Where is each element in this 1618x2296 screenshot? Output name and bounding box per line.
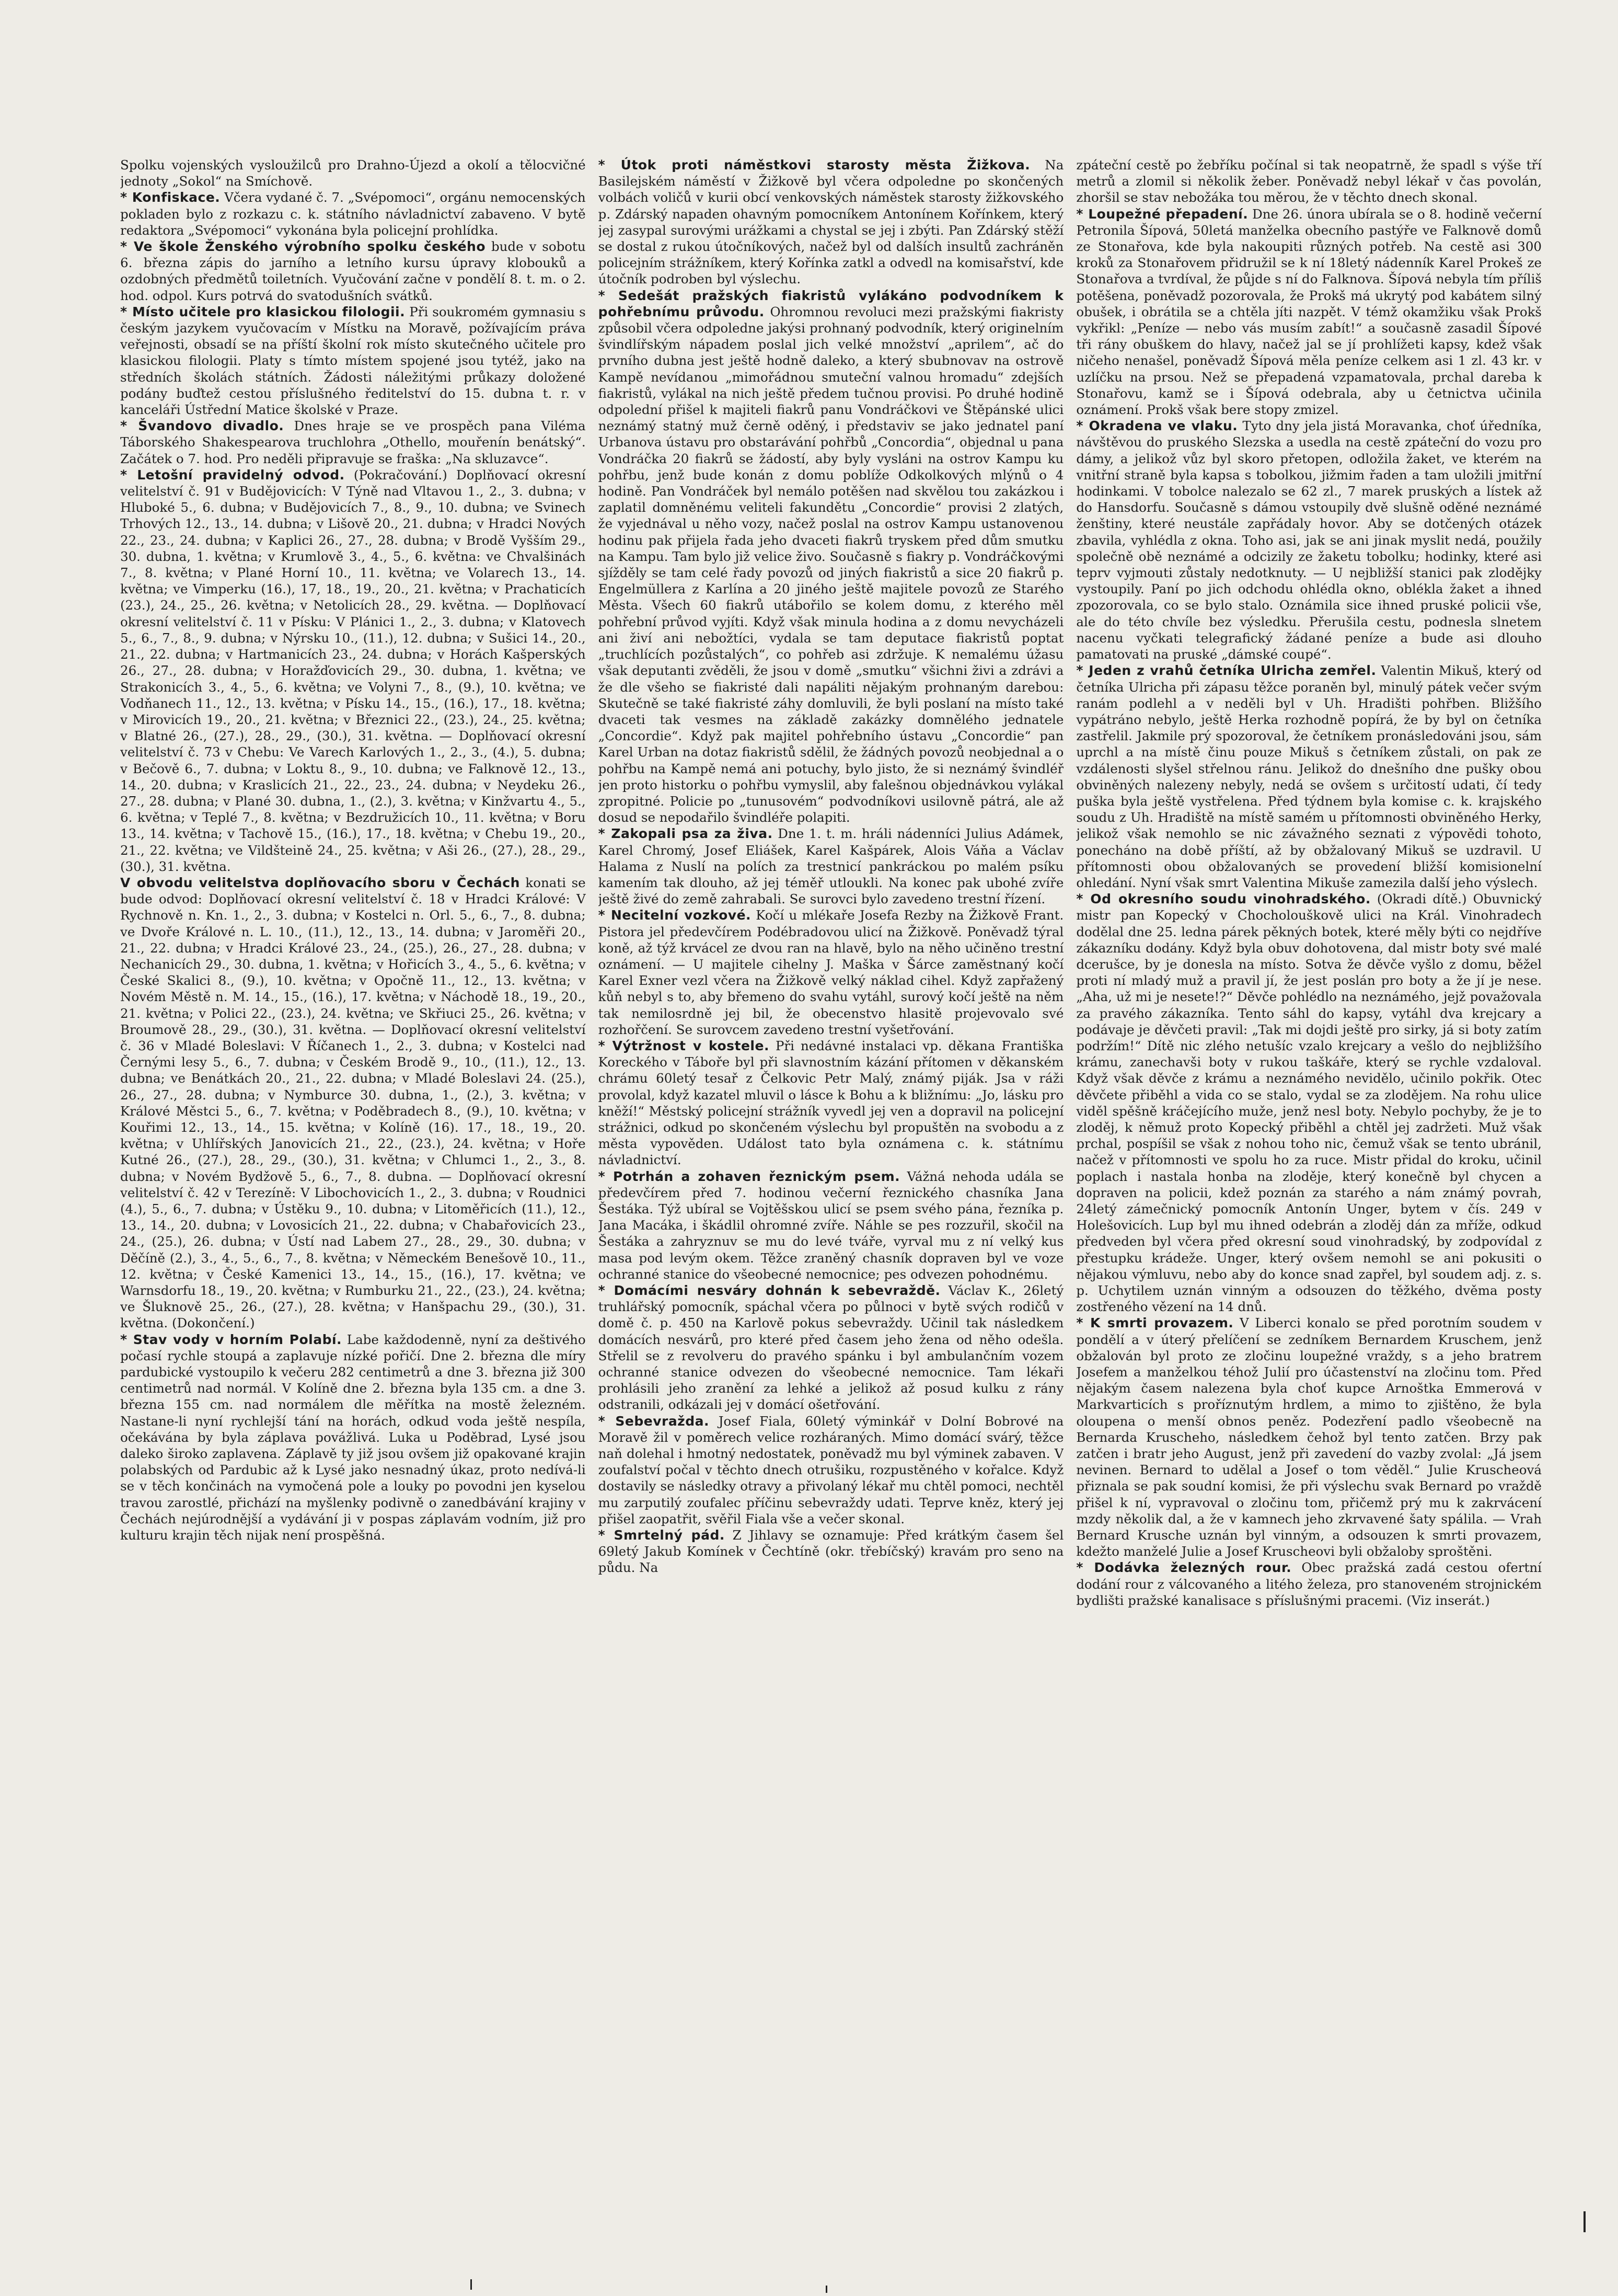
article-body: Josef Fiala, 60letý výminkář v Dolní Bobrové na Moravě žil v poměrech velice rozháraných. Mimo domácí svárý, těžce naň dolehal i hmotný nedostatek, poněvadž mu byl výminek zabaven. V zoufalství počal v těchto dnech otrušiku, rozpustěného v kořalce. Když dostavily se následky otravy a přivolaný lékař mu chtěl pomoci, nechtěl mu zarputilý zoufalec příčinu sebevraždy udati. Teprve kněz, který jej přišel zaopatřit, svěřil Fiala vše a večer skonal. — [598, 1413, 1064, 1526]
edge-mark-bottom-mid — [826, 2286, 827, 2293]
article-headline: V obvodu velitelstva — [120, 875, 280, 890]
article-headline: * Smrtelný pád. — [598, 1528, 725, 1543]
edge-mark-right — [1584, 2211, 1586, 2232]
article-headline: * Jeden z vrahů četníka Ulricha zemřel. — [1076, 663, 1377, 679]
article-body: Kočí u mlékaře Josefa Rezby na Žižkově Frant. Pistora jel předevčírem Podébradovou ulicí na Žižkově. Poněvadž týral koně, až týž krvácel ze dvou ran na hlavě, bylo na něho učiněno trestní oznámení. — U majitele cihelny J. Maška v Šárce zaměstnaný kočí Karel Exner vezl včera na Žižkově velký náklad cihel. Když zapřažený kůň nebyl s to, aby břemeno do svahu vytáhl, surový kočí ještě na něm tak nemilosrdně jej bil, že obecenstvo hlasitě projevovalo své rozhořčení. Se surovcem zavedeno trestní vyšetřování. — [598, 908, 1064, 1037]
article-body: Valentin Mikuš, který od četníka Ulricha při zápasu těžce poraněn byl, minulý pátek večer svým ranám podlehl a v neděli byl v Uh. Hradišti pohřben. Bližšího vypátráno nebylo, ještě Herka rozhodně popírá, že by byl on četníka zastřelil. Jakmile prý spozoroval, že četníkem pronásledováni jsou, sám uprchl a na místě činu pouze Mikuš s četníkem zůstali, on pak ze vzdálenosti slyšel střelnou ránu. Jelikož do dnešního dne pušky obou obviněných nalezeny nebyly, nedá se ovšem s určitostí udati, čí tedy puška byla ještě vystřelena. Před týdnem byla komise c. k. krajského soudu z Uh. Hradiště na místě samém u přítomnosti obviněného Herky, jelikož však nemohlo se nic závažného seznati z výpovědi tohoto, ponecháno na době příští, až by obžalovaný Mikuš se uzdravil. U přítomnosti obou obžalovaných se provedení bližší komisionelní ohledání. Nyní však smrt Valentina Mikuše zamezila další jeho výslech. — [1076, 663, 1542, 890]
article-paragraph — [1076, 662, 1542, 891]
article-headline: * Letošní pravidelný odvod. — [120, 467, 345, 483]
article-paragraph — [120, 418, 586, 467]
article-body: Ohromnou revoluci mezi pražskými fiakristy způsobil včera odpoledne jakýsi prohnaný podvodník, který originelním švindlířským nápadem poslal jich velké množství „aprilem“, ač do prvního dubna jest ještě hodně daleko, a který sbubnovav na ostrově Kampě nevídanou „mimořádnou smuteční valnou hromadu“ zdejších fiakristů, vylákal na nich ještě předem tučnou provisi. Po druhé hodině odpolední přišel k majiteli fiakrů panu Vondráčkovi ve Štěpánské ulici neznámý statný muž černě oděný, i představiv se jako jednatel paní Urbanova ústavu pro obstarávání pohřbů „Concordia“, objednal u pana Vondráčka 20 fiakrů se žádostí, aby byly vysláni na ostrov Kampu ku pohřbu, jenž bude konán z domu poblíže Odkolkových mlýnů o 4 hodině. Pan Vondráček byl nemálo potěšen nad skvělou tou zakázkou i zaplatil domněnému veliteli fakundětu „Concordie“ provisi 2 zlatých, že vyjednával u něho vozy, načež poslal na ostrov Kampu ustanovenou hodinu pak přijela řada jeho dvaceti fiakrů tryskem před dům smutku na Kampu. Tam bylo již velice živo. Současně s fiakry p. Vondráčkovými sjížděly se tam celé řady povozů od jiných fiakristů a sice 20 fiakrů p. Engelmüllera z Karlína a 20 jiného ještě majitele povozů ze Starého Města. Všech 60 fiakrů utábořilo se kolem domu, z kterého měl pohřební průvod vyjíti. Když však minula hodina a z domu nevycházeli ani živí ani nebožtíci, vydala se tam deputace fiakristů poptat „truchlících pozůstalých“, co pohřeb asi zdržuje. K nemalému úžasu však deputanti zvěděli, že jsou v domě „smutku“ všichni živi a zdrávi a že dle všeho se fiakristé dali napáliti nějakým prohnaným darebou: Skutečně se také fiakristé záhy domluvili, že byli poslaní na místo také dvaceti tak vesmes na základě zakázky domnělého jednatele „Concordie“. Když pak majitel pohřebního ústavu „Concordie“ pan Karel Urban na dotaz fiakristů sdělil, že žádných povozů neobjednal a o pohřbu na Kampě nemá ani potuchy, bylo jisto, že si neznámý švindléř jen proto historku o pohřbu vymyslil, aby falešnou objednávkou vylákal zpropitné. Policie po „tunusovém“ podvodníkovi usilovně pátrá, ale až dosud se nepodařilo švindléře polapiti. — [598, 304, 1064, 825]
article-headline: * Místo učitele pro klasickou filologii. — [120, 304, 406, 319]
article-body: Vážná nehoda udála se předevčírem před 7. hodinou večerní řeznického chasníka Jana Šestáka. Týž ubíral se Vojtěšskou ulicí se psem svého pána, řezníka p. Jana Macáka, i škádlil ohromné zvíře. Náhle se pes rozzuřil, skočil na Šestáka a zahryznuv se mu do levé tváře, vyrval mu z ní velký kus masa pod levým okem. Těžce zraněný chasník dopraven byl ve voze ochranné stanice do všeobecné nemocnice; pes odvezen pohodnému. — [598, 1168, 1064, 1282]
article-body: Při nedávné instalaci vp. děkana Františka Koreckého v Táboře byl při slavnostním kázání přítomen v děkanském chrámu 60letý tesař z Čelkovic Petr Malý, známý piják. Jsa v ráži provolal, když kazatel mluvil o lásce k Bohu a k bližnímu: „Jo, lásku pro kněží!“ Městský policejní strážník vyvedl jej ven a dopravil na policejní strážnici, odkud po skončeném výslechu byl propuštěn na svobodu a z města vypověden. Událost tato byla oznámena c. k. státnímu návladnictví. — [598, 1038, 1064, 1168]
article-paragraph — [1076, 157, 1542, 206]
article-paragraph — [1076, 891, 1542, 1315]
article-headline: * Stav vody v horním Polabí. — [120, 1331, 342, 1347]
article-body: Labe každodenně, nyní za deštivého počasí rychle stoupá a zaplavuje nízké pořičí. Dne 2. března dle míry pardubické vystoupilo k večeru 282 centimetrů a dne 3. března již 300 centimetrů nad normál. V Kolíně dne 2. března byla 135 cm. a dne 3. března 155 cm. nad normálem dle měřítka na mostě železném. Nastane-li nyní rychlejší tání na horách, odkud voda ještě nespíla, očekávána by byla záplava povážlivá. Luka u Poděbrad, Lysé jsou daleko široko zaplavena. Záplavě ty již jsou ovšem již opakované krajin polabských od Pardubic až k Lysé jako nesnadný úkaz, proto nedívá-li se v těch končinách na vymočená pole a louky po povodni jen kyselou travou zarostlé, přichází na myšlenky podivně o zanedbávání krajiny v Čechách nejúrodnější a vydávání ji v pospas záplavám vodním, již pro kulturu krajin těch nijak není prospěšná. — [120, 1331, 586, 1543]
article-paragraph — [598, 907, 1064, 1038]
article-body: Václav K., 26letý truhlářský pomocník, spáchal včera po půlnoci v bytě svých rodičů v domě č. p. 450 na Karlově pokus sebevraždy. Učinil tak následkem domácích nesvárů, pro které před časem jeho žena od něho odešla. Střelil se z revolveru do pravého spánku i byl ambulančním vozem ochranné stanice odvezen do všeobecné nemocnice. Tam lékaři prohlásili jeho zranění za lehké a jelikož až posud kulku z rány odstranili, odkázali jej v domácí ošetřování. — [598, 1283, 1064, 1413]
article-body: (Okradi dítě.) Obuvnický mistr pan Kopecký v Chocholouškově ulici na Král. Vinohradech dodělal dne 25. ledna párek pěkných botek, které měly býti co nejdříve zákazníku dodány. Když byla obuv dohotovena, dal mistr boty své malé dcerušce, by je donesla na místo. Sotva že děvče vyšlo z domu, běžel proti ní mladý muž a pravil jí, že jest poslán pro boty a že jí je nese. „Aha, už mi je nesete!?“ Děvče pohlédlo na neznámého, jejž považovala za pravého zákazníka. Tento sáhl do kapsy, vytáhl dva krejcary a podávaje je děvčeti pravil: „Tak mi dojdi ještě pro sirky, já si boty zatím podržím!“ Dítě nic zlého netušíc vzalo krejcary a vešlo do nejbližšího krámu, zanechavši boty v rukou taškáře, který se rychle vzdaloval. Když však děvče z krámu a neznámého nevidělo, učinilo pokřik. Otec děvčete přiběhl a vida co se stalo, vydal se za zlodějem. Na rohu ulice viděl spěšně kráčejícího muže, jenž nesl boty. Nebylo pochyby, že je to zloděj, k němuž proto Kopecký přiběhl a chtěl jej zadržeti. Muž však prchal, pospíšil se však z nohou toho nic, čemuž však se tento ubránil, načež v přítomnosti ve spolu ho za ruce. Mistr přidal do kroku, učinil poplach i nastala honba na zloděje, který konečně byl chycen a dopraven na policii, kdež poznán za starého a nám známý povrah, 24letý zámečnický pomocník Antonín Unger, bytem v čís. 249 v Holešovicích. Lup byl mu ihned odebrán a zloděj dán za mříže, odkud předveden byl včera před okresní soud vinohradský, by zodpovídal z přestupku krádeže. Unger, který ovšem nemohl se ani pokusiti o nějakou výmluvu, nebo aby do konce snad zapřel, byl soudem adj. z. s. p. Uchytilem uznán vinným a odsouzen do těžkého, dvěma posty zostřeného vězení na 14 dnů. — [1076, 891, 1542, 1315]
article-headline: * Konfiskace. — [120, 190, 221, 205]
article-paragraph — [120, 875, 586, 1331]
article-body: Dne 26. února ubírala se o 8. hodině večerní Petronila Šípová, 50letá manželka obecního pastýře ve Falknově domů ze Stonařova, kde byla nakoupiti různých potřeb. Na cestě asi 300 kroků za Stonařovem přidružil se k ní 18letý nádenník Karel Prokeš ze Stonařova a tvrdíval, že půjde s ní do Falknova. Šípová nebyla tím příliš potěšena, poněvadž pozorovala, že Prokš má ukrytý pod kabátem silný obušek, i obrátila se a chtěla jíti nazpět. V témž okamžiku však Prokš vykřikl: „Peníze — nebo vás musím zabít!“ a současně zasadil Šípové tři rány obuškem do hlavy, načež jal se jí prohlížeti kapsy, kdež však ničeho nenašel, poněvadž Šípová měla peníze celkem asi 1 zl. 43 kr. v uzlíčku na prsou. Než se přepadená vzpamatovala, prchal dareba k Stonařovu, kamž se i Šípová odebrala, aby u četnictva učinila oznámení. Prokš však bere stopy zmizel. — [1076, 206, 1542, 418]
article-paragraph — [120, 1331, 586, 1544]
article-paragraph — [1076, 418, 1542, 662]
article-paragraph — [120, 189, 586, 238]
column-middle — [598, 157, 1064, 2185]
article-body: Obec pražská zadá cestou ofertní dodání rour z válcovaného a litého železa, pro stanoveném strojnickém bydlišti pražské kanalisace s příslušnými pracemi. (Viz inserát.) — [1076, 1560, 1542, 1608]
article-paragraph — [598, 157, 1064, 288]
article-headline: * Švandovo divadlo. — [120, 418, 284, 434]
article-headline: * Zakopali psa za živa. — [598, 826, 773, 842]
article-headline: * Sedešát pražských fiakristů vylákáno podvodníkem k pohřebnímu průvodu. — [598, 288, 1064, 319]
article-paragraph — [1076, 1315, 1542, 1559]
article-body: Dnes hraje se ve prospěch pana Viléma Táborského Shakespearova truchlohra „Othello, mouřenín benátský“. Začátek o 7. hod. Pro neděli připravuje se fraška: „Na skluzavce“. — [120, 418, 586, 466]
article-body: Z Jihlavy se oznamuje: Před krátkým časem šel 69letý Jakub Komínek v Čechtíně (okr. třebíčský) kravám pro seno na půdu. Na — [598, 1528, 1064, 1576]
article-headline: * Dodávka železných rour. — [1076, 1560, 1292, 1576]
article-paragraph — [598, 1168, 1064, 1282]
article-paragraph — [120, 467, 586, 875]
article-headline: * Loupežné přepadení. — [1076, 206, 1249, 222]
article-headline: * Výtržnost v kostele. — [598, 1038, 769, 1053]
edge-mark-bottom-left — [470, 2279, 472, 2290]
article-body: V Liberci konalo se před porotním soudem v pondělí a v úterý přelíčení se zedníkem Bernardem Kruschem, jenž obžalován byl proto ze zločinu loupežné vraždy, s a jeho bratrem Josefem a manželkou téhož Julií pro účastenství na zločinu tom. Před nějakým časem nalezena byla choť kupce Arnoštka Emmerová v Markvarticích s proříznutým hrdlem, a mimo to zjištěno, že byla oloupena o menší obnos peněz. Podezření padlo všeobecně na Bernarda Kruscheho, následkem čehož byl tento zatčen. Brzy pak zatčen i bratr jeho August, jenž při zavedení do vazby zvolal: „Já jsem nevinen. Bernard to udělal a Josef o tom věděl.“ Julie Kruscheová přiznala se pak soudní komisi, že při výslechu svak Bernard po vraždě přišel k ní, vypravoval o zločinu tom, přičemž prý mu k zakrvácení mzdy několik dal, a že v kamnech jeho zkrvavené šaty spálila. — Vrah Bernard Krusche uznán byl vinným, a odsouzen k smrti provazem, kdežto manželé Julie a Josef Kruscheovi byli obžaloby sproštěni. — [1076, 1315, 1542, 1559]
article-headline-emph: doplňovacího sboru v Čechách — [284, 875, 520, 890]
article-body: Spolku vojenských vysloužilců pro Drahno-Újezd a okolí a tělocvičné jednoty „Sokol“ na Smíchově. — [120, 157, 586, 189]
article-paragraph — [598, 1527, 1064, 1576]
article-paragraph — [120, 304, 586, 418]
newspaper-page — [120, 157, 1542, 2185]
article-body: konati se bude odvod: Doplňovací okresní velitelství č. 18 v Hradci Králové: V Rychnově n. Kn. 1., 2., 3. dubna; v Kostelci n. Orl. 5., 6., 7., 8. dubna; ve Dvoře Králové n. L. 10., (11.), 12., 13., 14. dubna; v Jaroměři 20., 21., 22. dubna; v Hradci Králové 23., 24., (25.), 26., 27., 28. dubna; v Nechanicích 29., 30. dubna, 1. května; v Hořicích 3., 4., 5., 6. května; v České Skalici 8., (9.), 10. května; v Opočně 11., 12., 13. května; v Novém Městě n. M. 14., 15., (16.), 17. května; v Náchodě 18., 19., 20., 21. května; v Polici 22., (23.), 24. května; ve Skřiuci 25., 26. května; v Broumově 28., 29., (30.), 31. května. — Doplňovací okresní velitelství č. 36 v Mladé Boleslavi: V Říčanech 1., 2., 3. dubna; v Kostelci nad Černými lesy 5., 6., 7. dubna; v Českém Brodě 9., 10., (11.), 12., 13. dubna; ve Benátkách 20., 21., 22. dubna; v Mladé Boleslavi 24. (25.), 26., 27., 28. dubna; v Nymburce 30. dubna, 1., (2.), 3. května; v Králové Městci 5., 6., 7. května; v Poděbradech 8., (9.), 10. května; v Kouřimi 12., 13., 14., 15. května; v Kolíně (16). 17., 18., 19., 20. května; v Uhlířských Janovicích 21., 22., (23.), 24. května; v Hoře Kutné 26., (27.), 28., 29., (30.), 31. května; v Chlumci 1., 2., 3., 8. dubna; v Novém Bydžově 5., 6., 7., 8. dubna. — Doplňovací okresní velitelství č. 42 v Terezíně: V Libochovicích 1., 2., 3. dubna; v Roudnici (4.), 5., 6., 7. dubna; v Ústěku 9., 10. dubna; v Litoměřicích (11.), 12., 13., 14., 20. dubna; v Lovosicích 21., 22. dubna; v Chabařovicích 23., 24., (25.), 26. dubna; v Ústí nad Labem 27., 28., 29., 30. dubna; v Děčíně (2.), 3., 4., 5., 6., 7., 8. května; v Německém Benešově 10., 11., 12. května; v České Kamenici 13., 14., 15., (16.), 17. května; ve Warnsdorfu 18., 19., 20. května; v Rumburku 21., 22., (23.), 24. května; ve Šluknově 25., 26., (27.), 28. května; v Hanšpachu 29., (30.), 31. května. (Dokončení.) — [120, 875, 586, 1331]
article-body: bude v sobotu 6. března zápis do jarního a letního kursu úpravy klobouků a ozdobných předmětů toiletních. Vyučování začne v pondělí 8. t. m. o 2. hod. odpol. Kurs potrvá do svatodušních svátků. — [120, 239, 586, 303]
article-body: Na Basilejském náměstí v Žižkově byl včera odpoledne po skončených volbách voličů v kurii obcí venkovských náměstek starosty žižkovského p. Zdárský napaden ohavným pomocníkem Antonínem Kořínkem, který jej zasypal surovými urážkami a chystal se jej i zbýti. Pan Zdárský stěží se dostal z rukou útočníkových, načež byl od dalších insultů zachráněn policejním strážníkem, který Kořínka zatkl a odvedl na komisařství, kde útočník podroben byl výslechu. — [598, 157, 1064, 287]
article-paragraph — [120, 157, 586, 189]
article-headline: * Potrhán a zohaven řeznickým psem. — [598, 1168, 900, 1184]
article-headline: * Ve škole Ženského výrobního spolku českého — [120, 239, 486, 255]
article-body: zpáteční cestě po žebříku počínal si tak neopatrně, že spadl s výše tří metrů a zlomil si několik žeber. Poněvadž nebyl lékař v čas povolán, zhoršil se stav nebožáka tou měrou, že v těchto dnech skonal. — [1076, 157, 1542, 205]
article-headline: * Domácími nesváry dohnán k sebevraždě. — [598, 1283, 941, 1299]
article-body: Včera vydané č. 7. „Svépomoci“, orgánu nemocenských pokladen bylo z rozkazu c. k. státního návladnictví zabaveno. V bytě redaktora „Svépomoci“ vykonána byla policejní prohlídka. — [120, 190, 586, 238]
article-paragraph — [598, 1038, 1064, 1168]
article-body: Dne 1. t. m. hráli nádenníci Julius Adámek, Karel Chromý, Josef Eliášek, Karel Kašpárek, Alois Váňa a Václav Halama z Nuslí na polích za trestnicí pankráckou po malém psíku kamením tak dlouho, až jej téměř utloukli. Na konec pak ubohé zvíře ještě živé do země zahrabali. Se surovci bylo zavedeno trestní řízení. — [598, 826, 1064, 907]
article-paragraph — [598, 288, 1064, 826]
article-headline: * Necitelní vozkové. — [598, 908, 752, 923]
article-headline: * K smrti provazem. — [1076, 1315, 1234, 1331]
article-headline: * Útok proti náměstkovi starosty města Žižkova. — [598, 157, 1031, 173]
article-headline: * Sebevražda. — [598, 1413, 709, 1429]
article-body: Tyto dny jela jistá Moravanka, choť úředníka, návštěvou do pruského Slezska a usedla na cestě zpáteční do vozu pro dámy, a jelikož vůz byl skoro přetopen, odložila žaket, ve kterém na vnitřní straně byla kapsa s tobolkou, jižmim řaden a tam uložili jmitřní hodinkami. V tobolce nalezalo se 62 zl., 7 marek pruských a lístek až do Hansdorfu. Současně s dámou vstoupily dvě slušně oděné neznámé ženštiny, které neustále zapřádaly hovor. Aby se dotčených otázek zbavila, vyhlédla z okna. Toho asi, jak se ani jinak myslit nedá, použily společně obě neznámé a odcizily ze žaketu tobolku; hodinky, které asi teprv vyjmouti zůstaly nedotknuty. — U nejbližší stanici pak zlodějky vystoupily. Paní po jich odchodu ohlédla okno, oblékla žaket a ihned zpozorovala, co se bylo stalo. Oznámila sice ihned pruské policii vše, ale do této chvíle bez výsledku. Přerušila cestu, podnesla slnetem nacenu vyčkati telegrafický žádané peníze a bude asi dlouho pamatovati na pruské „dámské coupé“. — [1076, 418, 1542, 662]
column-left — [120, 157, 586, 2185]
article-headline: * Od okresního soudu vinohradského. — [1076, 891, 1371, 907]
article-paragraph — [598, 1413, 1064, 1527]
article-paragraph — [598, 825, 1064, 907]
article-body: (Pokračování.) Doplňovací okresní velitelství č. 91 v Budějovicích: V Týně nad Vltavou 1., 2., 3. dubna; v Hluboké 5., 6. dubna; v Budějovicích 7., 8., 9., 10. dubna; ve Svinech Trhových 12., 13., 14. dubna; v Lišově 20., 21. dubna; v Hradci Nových 22., 23., 24. dubna; v Kaplici 26., 27., 28. dubna; v Brodě Vyšším 29., 30. dubna, 1. května; v Krumlově 3., 4., 5., 6. května: ve Chvalšinách 7., 8. května; v Plané Horní 10., 11. května; ve Volarech 13., 14. května; ve Vimperku (16.), 17, 18., 19., 20., 21. května; v Prachaticích (23.), 24., 25., 26. května; v Netolicích 28., 29. května. — Doplňovací okresní velitelství č. 11 v Písku: V Plánici 1., 2., 3. dubna; v Klatovech 5., 6., 7., 8., 9. dubna; v Nýrsku 10., (11.), 12. dubna; v Sušici 14., 20., 21., 22. dubna; v Hartmanicích 23., 24. dubna; v Horách Kašperských 26., 27., 28. dubna; v Horažďovicích 29., 30. dubna, 1. května; ve Strakonicích 3., 4., 5., 6. května; ve Volyni 7., 8., (9.), 10. května; ve Vodňanech 11., 12., 13. května; v Písku 14., 15., (16.), 17., 18. května; v Mirovicích 19., 20., 21. května; v Březnici 22., (23.), 24., 25. května; v Blatné 26., (27.), 28., 29., (30.), 31. května. — Doplňovací okresní velitelství č. 73 v Chebu: Ve Varech Karlových 1., 2., 3., (4.), 5. dubna; v Bečově 6., 7. dubna; v Loktu 8., 9., 10. dubna; ve Falknově 12., 13., 14., 20. dubna; v Kraslicích 21., 22., 23., 24. dubna; v Neydeku 26., 27., 28. dubna; v Plané 30. dubna, 1., (2.), 3. května; v Kinžvartu 4., 5., 6. května; v Teplé 7., 8. května; v Bezdružicích 10., 11. května; v Boru 13., 14. května; v Tachově 15., (16.), 17., 18. května; v Chebu 19., 20., 21., 22. května; ve Vildšteině 24., 25. května; v Aši 26., (27.), 28., 29., (30.), 31. května. — [120, 467, 586, 874]
column-right — [1076, 157, 1542, 2185]
article-headline: * Okradena ve vlaku. — [1076, 418, 1238, 434]
article-body: Při soukromém gymnasiu s českým jazykem vyučovacím v Místku na Moravě, požívajícím práva veřejnosti, obsadí se na příští školní rok místo skutečného učitele pro klasickou filologii. Platy s tímto místem spojené jsou tytéž, jako na středních školách státních. Žádosti náležitými průkazy doložené podány buďtež cestou příslušného ředitelství do 15. dubna t. r. v kanceláři Ústřední Matice školské v Praze. — [120, 304, 586, 418]
article-paragraph — [120, 238, 586, 304]
article-paragraph — [1076, 206, 1542, 418]
article-paragraph — [598, 1282, 1064, 1413]
article-paragraph — [1076, 1559, 1542, 1609]
